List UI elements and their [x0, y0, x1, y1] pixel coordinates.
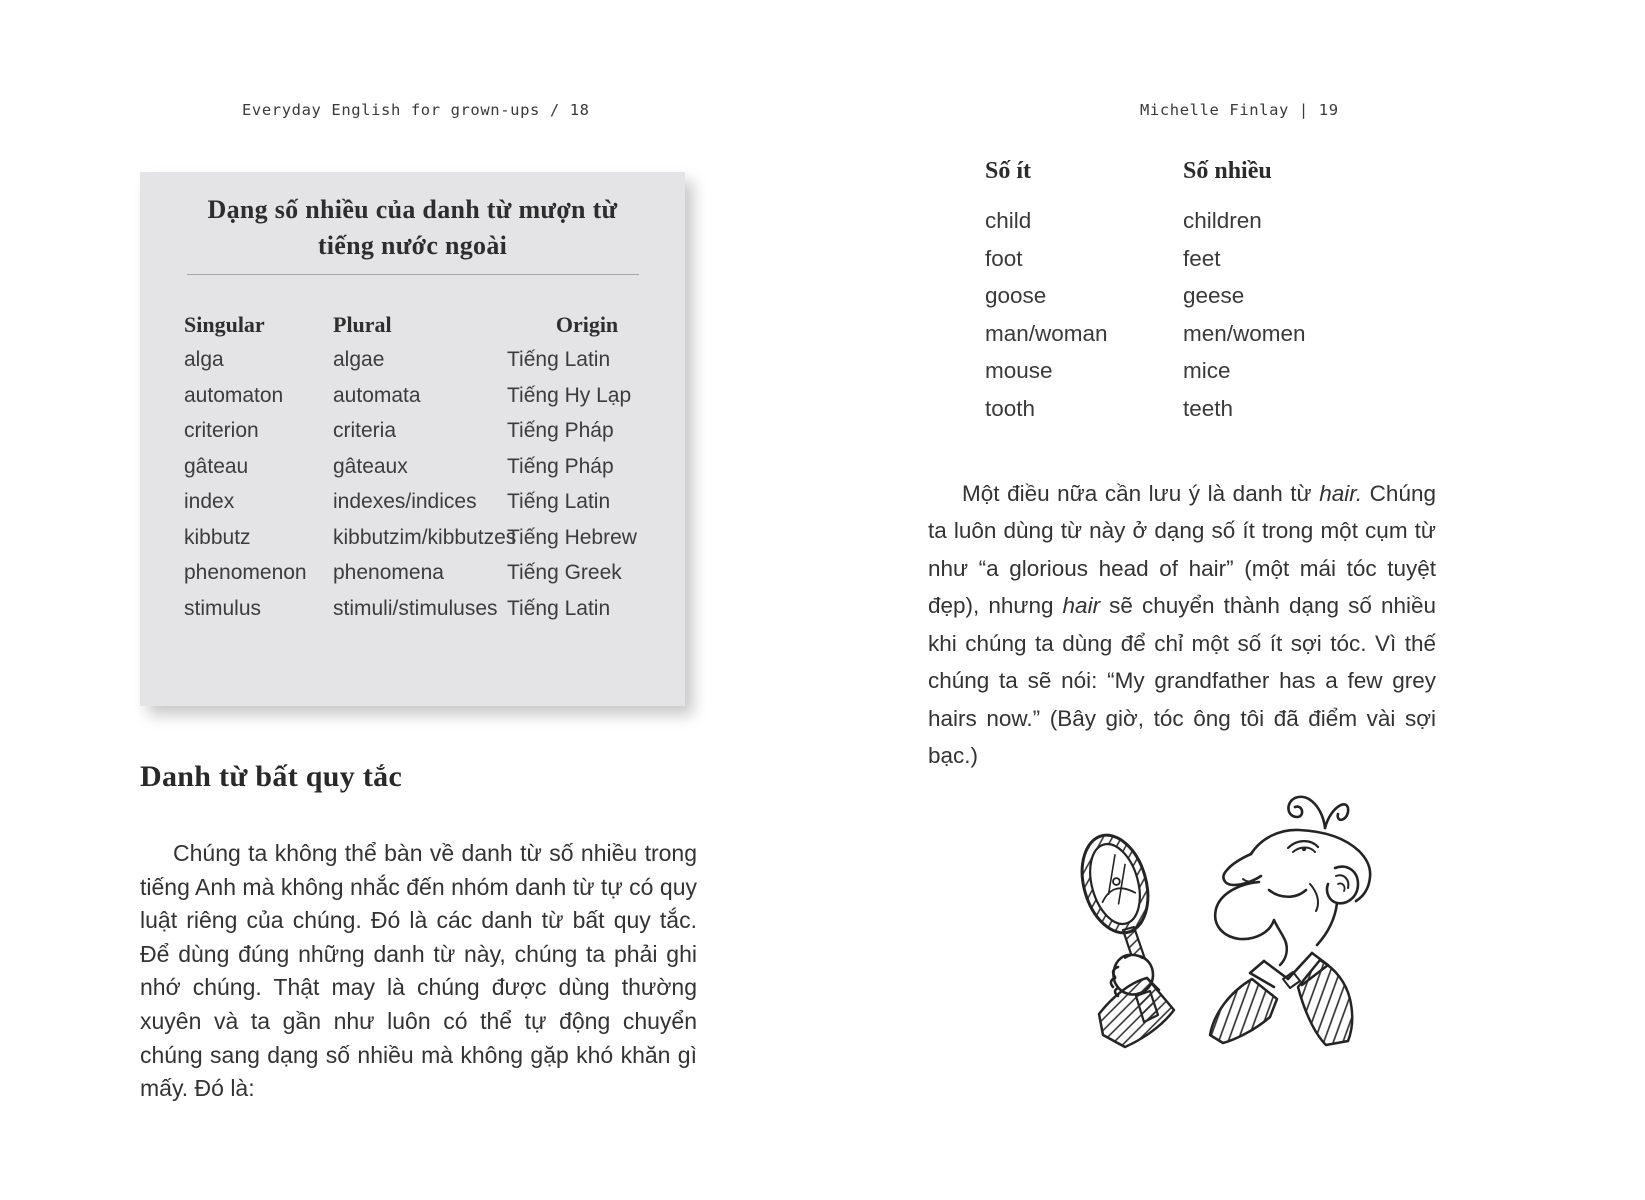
paragraph-run: Một điều nữa cần lưu ý là danh từ — [962, 480, 1320, 506]
table-cell: Tiếng Greek — [507, 561, 622, 585]
table-cell: Tiếng Hebrew — [507, 525, 637, 549]
table-cell: criteria — [333, 419, 397, 443]
paragraph-run-italic: hair — [1062, 593, 1101, 618]
box-title-line1: Dạng số nhiều của danh từ mượn từ — [207, 195, 618, 224]
bald-man-drawing — [1210, 797, 1370, 1045]
column-header-plural: Plural — [333, 311, 392, 337]
paragraph-run: Chúng ta luôn dùng từ này ở dạng số ít trong một cụm từ như “a glorious head of hair” (một mái tóc tuyệt đẹp), nhưng — [928, 480, 1436, 618]
paragraph-run: sẽ chuyển thành dạng số nhiều khi chúng ta dùng để chỉ một số ít sợi tóc. Vì thế chúng ta sẽ nói: “My grandfather has a few grey hairs now.” (Bây giờ, tóc ông tôi đã điểm vài sợi bạc.) — [928, 593, 1436, 768]
table-cell: kibbutzim/kibbutzes — [333, 525, 517, 549]
table-cell: mouse — [985, 358, 1053, 384]
box-title-line2: tiếng nước ngoài — [317, 231, 508, 260]
table-cell: children — [1183, 208, 1262, 233]
foreign-plurals-box — [140, 172, 685, 706]
table-cell: Tiếng Latin — [507, 348, 611, 372]
table-cell: feet — [1183, 245, 1221, 271]
table-cell: kibbutz — [184, 525, 251, 549]
hand-mirror-drawing — [1073, 827, 1159, 940]
table-cell: foot — [985, 245, 1023, 271]
table-cell: indexes/indices — [333, 490, 477, 514]
box-divider — [187, 274, 639, 275]
table-cell: man/woman — [985, 320, 1108, 346]
table-cell: Tiếng Latin — [507, 490, 611, 514]
table-cell: gâteau — [184, 454, 249, 478]
box-title — [140, 172, 685, 264]
table-cell: tooth — [985, 395, 1036, 421]
table-cell: Tiếng Pháp — [507, 454, 614, 478]
left-body-paragraph: Chúng ta không thể bàn về danh từ số nhiều trong tiếng Anh mà không nhắc đến nhóm danh từ tự có quy luật riêng của chúng. Đó là các danh từ bất quy tắc. Để dùng đúng những danh từ này, chúng ta phải ghi nhớ chúng. Thật may là chúng được dùng thường xuyên và ta gần như luôn có thể tự động chuyển chúng sang dạng số nhiều mà không gặp khó khăn gì mấy. Đó là: — [140, 840, 697, 1102]
column-header-so-it: Số ít — [985, 158, 1032, 184]
table-cell: phenomena — [333, 561, 444, 585]
table-cell: index — [184, 490, 235, 514]
column-header-singular: Singular — [184, 311, 265, 337]
table-cell: gâteaux — [333, 454, 408, 478]
irregular-plurals-table — [985, 158, 1306, 434]
table-cell: child — [985, 208, 1032, 233]
column-header-so-nhieu: Số nhiều — [1183, 158, 1272, 184]
table-cell: stimulus — [184, 596, 262, 620]
right-page-header: Michelle Finlay | 19 — [1140, 101, 1339, 119]
table-cell: goose — [985, 283, 1047, 309]
left-page-header: Everyday English for grown-ups / 18 — [242, 101, 590, 119]
table-cell: automata — [333, 383, 421, 407]
paragraph-run-italic: hair. — [1319, 480, 1363, 506]
table-cell: mice — [1183, 358, 1231, 384]
section-heading: Danh từ bất quy tắc — [140, 760, 403, 793]
hand-and-sleeve-drawing — [1099, 927, 1174, 1047]
table-cell: Tiếng Pháp — [507, 419, 614, 443]
table-cell: teeth — [1183, 395, 1234, 421]
column-header-origin: Origin — [555, 311, 619, 337]
table-cell: criterion — [184, 419, 259, 443]
man-mirror-illustration — [1073, 772, 1387, 1056]
foreign-plurals-table — [184, 307, 669, 627]
table-cell: alga — [184, 348, 224, 372]
table-cell: algae — [333, 348, 385, 372]
right-body-paragraph — [928, 475, 1436, 775]
table-cell: men/women — [1183, 320, 1306, 346]
table-cell: Tiếng Hy Lạp — [507, 383, 632, 407]
table-cell: automaton — [184, 383, 284, 407]
table-cell: geese — [1183, 283, 1245, 309]
table-cell: phenomenon — [184, 561, 307, 585]
table-cell: stimuli/stimuluses — [333, 596, 498, 620]
table-cell: Tiếng Latin — [507, 596, 611, 620]
